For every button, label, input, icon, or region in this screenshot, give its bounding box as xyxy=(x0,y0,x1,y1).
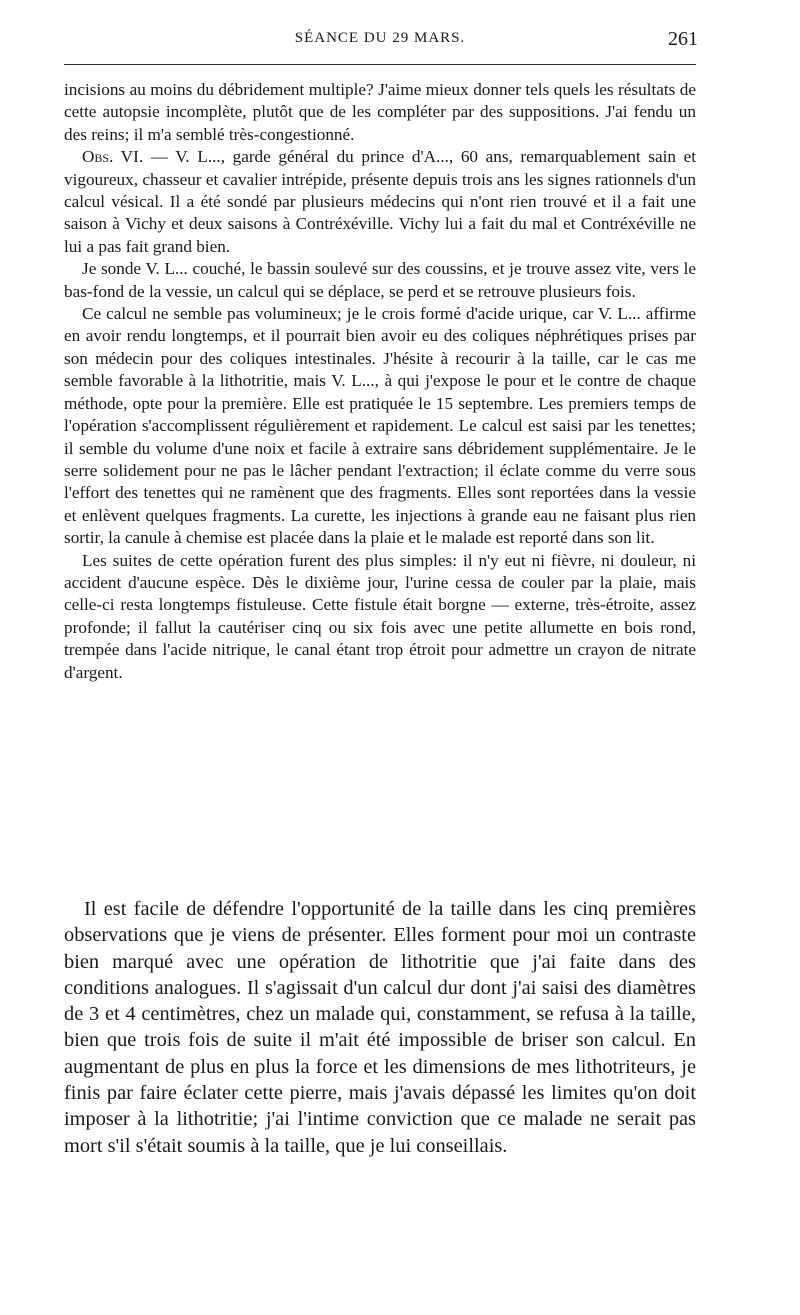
observation-label: Obs. VI. xyxy=(82,147,144,167)
paragraph-sounding: Je sonde V. L... couché, le bassin soulevé sur des coussins, et je trouve assez vite, vers le bas-fond de la vessie, un calcul qui se déplace, se perd et se retrouve plusieurs fois. xyxy=(64,259,696,301)
header-rule xyxy=(64,64,696,65)
paragraph-operation: Ce calcul ne semble pas volumineux; je le crois formé d'acide urique, car V. L... affirme en avoir rendu longtemps, et il pourrait bien avoir eu des coliques néphrétiques prises par son médecin pour des coliques intestinales. J'hésite à recourir à la taille, car le cas me semble favorable à la lithotritie, mais V. L..., à qui j'expose le pour et le contre de chaque méthode, opte pour la première. Elle est pratiquée le 15 septembre. Les premiers temps de l'opération s'accomplissent régulièrement et rapidement. Le calcul est saisi par les tenettes; il semble du volume d'une noix et facile à extraire sans débridement supplémentaire. Je le serre solidement pour ne pas le lâcher pendant l'extraction; il éclate comme du verre sous l'effort des tenettes qui ne ramènent que des fragments. Elles sont reportées dans la vessie et enlèvent quelques fragments. La curette, les injections à grande eau ne faisant plus rien sortir, la canule à chemise est placée dans la plaie et le malade est reporté dans son lit. xyxy=(64,304,696,548)
paragraph-aftermath: Les suites de cette opération furent des plus simples: il n'y eut ni fièvre, ni douleur, ni accident d'aucune espèce. Dès le dixième jour, l'urine cessa de couler par la plaie, mais celle-ci resta longtemps fistuleuse. Cette fistule était borgne — externe, très-étroite, assez profonde; il fallut la cautériser cinq ou six fois avec une petite allumette en bois rond, trempée dans l'acide nitrique, le canal étant trop étroit pour admettre un crayon de nitrate d'argent. xyxy=(64,550,696,682)
small-print-section xyxy=(64,79,696,684)
paragraph-continuation: incisions au moins du débridement multiple? J'aime mieux donner tels quels les résultats de cette autopsie incomplète, plutôt que de les compléter par des suppositions. J'ai fendu un des reins; il m'a semblé très-congestionné. xyxy=(64,80,696,144)
main-text-section xyxy=(64,896,696,1159)
paragraph-observation-vi xyxy=(64,146,696,258)
page-number: 261 xyxy=(668,28,698,50)
page-header xyxy=(62,30,698,58)
observation-text: — V. L..., garde général du prince d'A..., 60 ans, remarquablement sain et vigoureux, chasseur et cavalier intrépide, présente depuis trois ans les signes rationnels d'un calcul vésical. Il a été sondé par plusieurs médecins qui n'ont rien trouvé et il a fait une saison à Vichy et deux saisons à Contréxéville. Vichy lui a fait du mal et Contréxéville ne lui a pas fait grand bien. xyxy=(64,147,696,256)
running-head: SÉANCE DU 29 MARS. xyxy=(294,30,466,46)
paragraph-discussion: Il est facile de défendre l'opportunité de la taille dans les cinq premières observations que je viens de présenter. Elles forment pour moi un contraste bien marqué avec une opération de lithotritie que j'ai faite dans des conditions analogues. Il s'agissait d'un calcul dur dont j'ai saisi des diamètres de 3 et 4 centimètres, chez un malade qui, constamment, se refusa à la taille, bien que trois fois de suite il m'ait été impossible de briser son calcul. En augmentant de plus en plus la force et les dimensions de mes lithotriteurs, je finis par faire éclater cette pierre, mais j'avais dépassé les limites qu'on doit imposer à la lithotritie; j'ai l'intime conviction que ce malade ne serait pas mort s'il s'était soumis à la taille, que je lui conseillais. xyxy=(64,898,696,1157)
